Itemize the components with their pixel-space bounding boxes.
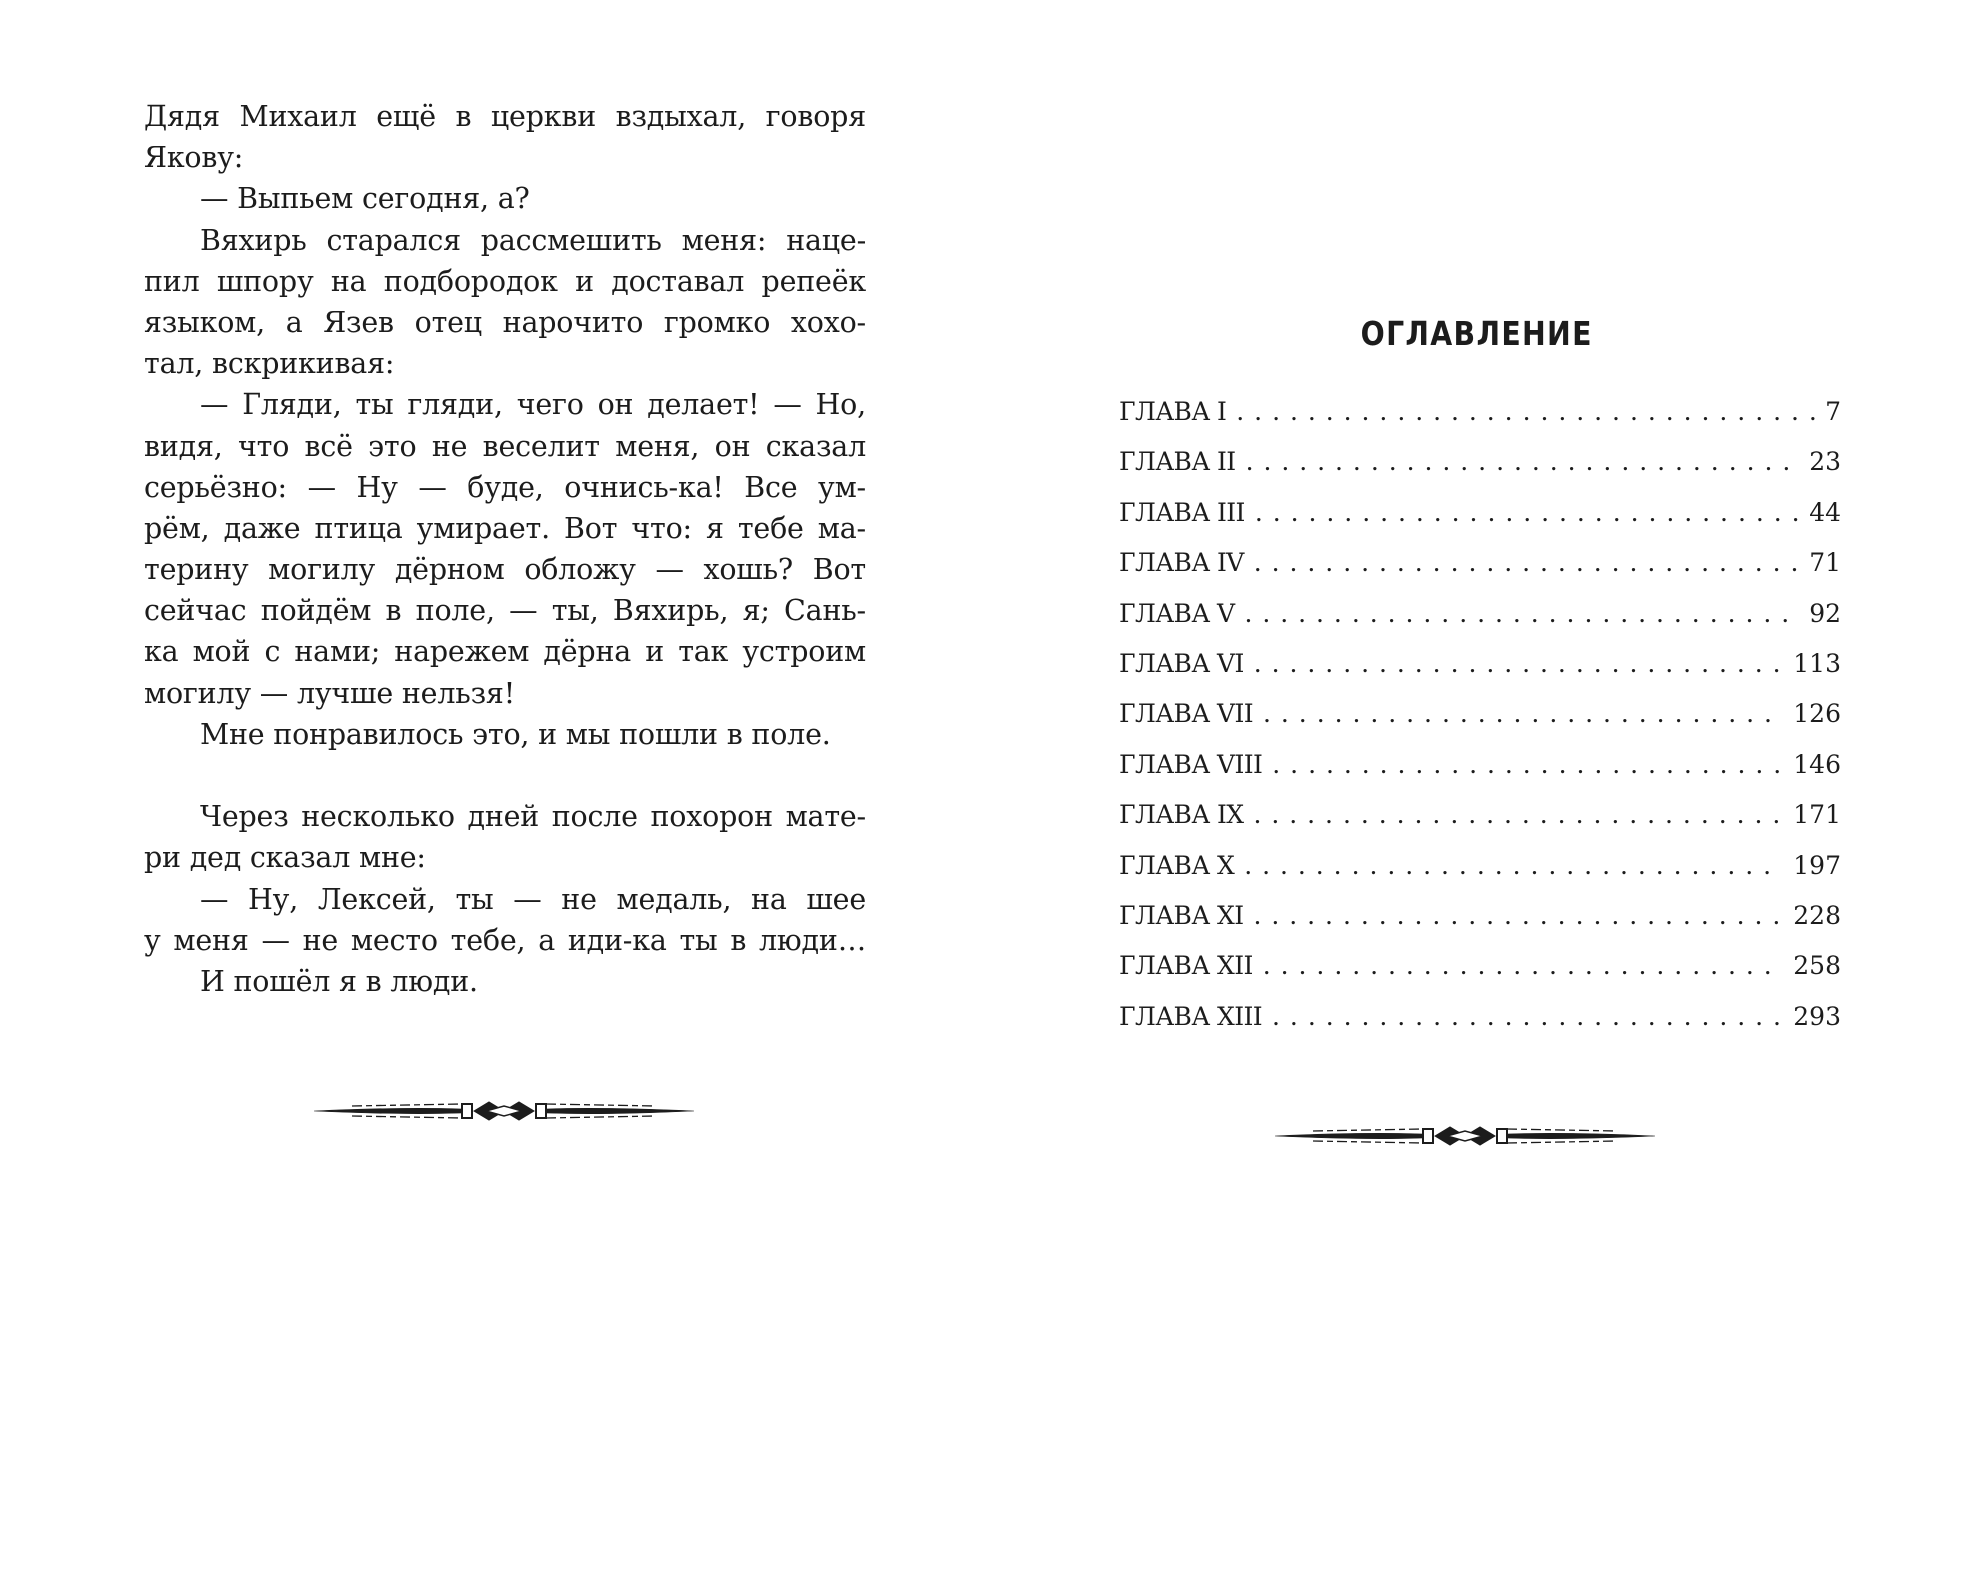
toc-entry[interactable]	[1119, 891, 1841, 941]
toc-entry[interactable]	[1119, 589, 1841, 639]
toc-entry[interactable]	[1119, 387, 1841, 437]
prose-line: тал, вскрикивая:	[144, 347, 395, 381]
toc-leader-dots	[1246, 437, 1800, 487]
prose-line: Дядя Михаил ещё в церкви вздыхал, говоря	[144, 100, 866, 133]
toc-entry-page: 7	[1825, 397, 1841, 426]
toc-entry-page: 146	[1793, 749, 1841, 779]
toc-entry[interactable]	[1119, 992, 1841, 1042]
toc-entry-label: ГЛАВА VII	[1119, 699, 1254, 729]
toc-leader-dots	[1254, 639, 1784, 689]
prose-line: могилу — лучше нельзя!	[144, 676, 515, 710]
toc-entry-page: 92	[1809, 598, 1841, 628]
ornament-divider-icon	[1273, 1122, 1657, 1150]
prose-line: у меня — не место тебе, а иди-ка ты в люди…	[144, 923, 866, 957]
toc-entry-page: 126	[1793, 699, 1841, 729]
prose-line: серьёзно: — Ну — буде, очнись-ка! Все ум-	[144, 470, 866, 504]
prose-line: — Выпьем сегодня, а?	[200, 182, 530, 216]
prose-line: Мне понравилось это, и мы пошли в поле.	[200, 717, 831, 751]
prose-line: — Гляди, ты гляди, чего он делает! — Но,	[200, 388, 866, 422]
toc-entry-page: 113	[1793, 648, 1841, 678]
prose-text	[144, 96, 866, 1002]
toc-title: ОГЛАВЛЕНИЕ	[1360, 314, 1593, 353]
toc-entry-page: 44	[1809, 497, 1841, 527]
toc-entry-page: 171	[1793, 800, 1841, 830]
prose-line: ка мой с нами; нарежем дёрна и так устроим	[144, 635, 866, 669]
toc-entry-label: ГЛАВА III	[1119, 497, 1245, 527]
toc-leader-dots	[1254, 538, 1799, 588]
prose-line: Вяхирь старался рассмешить меня: наце-	[200, 223, 866, 257]
toc-leader-dots	[1253, 790, 1783, 840]
toc-entry-page: 293	[1793, 1001, 1841, 1031]
toc-entry-page: 197	[1793, 850, 1841, 880]
prose-line: рём, даже птица умирает. Вот что: я тебе ма-	[144, 511, 866, 545]
toc-entry-label: ГЛАВА IV	[1119, 548, 1244, 578]
toc-entry-label: ГЛАВА I	[1119, 397, 1227, 426]
toc-entry-label: ГЛАВА XIII	[1119, 1001, 1263, 1031]
prose-line: сейчас пойдём в поле, — ты, Вяхирь, я; Сань-	[144, 594, 866, 628]
toc-entry-page: 258	[1793, 951, 1841, 981]
toc-entry[interactable]	[1119, 639, 1841, 689]
toc-leader-dots	[1272, 740, 1783, 790]
toc-entry-label: ГЛАВА XI	[1119, 900, 1244, 930]
toc-entry-page: 71	[1809, 548, 1841, 578]
toc-leader-dots	[1272, 992, 1783, 1042]
toc-entry[interactable]	[1119, 689, 1841, 739]
toc-entry-page: 23	[1809, 447, 1841, 477]
prose-line: — Ну, Лексей, ты — не медаль, на шее	[200, 882, 866, 916]
toc-entry-label: ГЛАВА IX	[1119, 800, 1244, 830]
toc-entry[interactable]	[1119, 488, 1841, 538]
ornament-divider-icon	[312, 1097, 696, 1125]
toc-entry[interactable]	[1119, 941, 1841, 991]
toc-entry-label: ГЛАВА II	[1119, 447, 1236, 477]
toc-leader-dots	[1244, 841, 1783, 891]
toc-entry[interactable]	[1119, 437, 1841, 487]
toc-entry-label: ГЛАВА X	[1119, 850, 1235, 880]
toc-entry-label: ГЛАВА VIII	[1119, 749, 1263, 779]
table-of-contents	[1119, 387, 1841, 1042]
prose-line: языком, а Язев отец нарочито громко хохо-	[144, 305, 866, 339]
prose-line: Через несколько дней после похорон мате-	[200, 800, 866, 834]
toc-entry-label: ГЛАВА VI	[1119, 648, 1244, 678]
toc-entry-label: ГЛАВА XII	[1119, 951, 1253, 981]
prose-line: видя, что всё это не веселит меня, он сказал	[144, 429, 866, 463]
toc-entry[interactable]	[1119, 790, 1841, 840]
toc-leader-dots	[1244, 589, 1799, 639]
prose-line: пил шпору на подбородок и доставал репеёк	[144, 264, 866, 298]
prose-line: И пошёл я в люди.	[200, 964, 478, 998]
toc-leader-dots	[1263, 689, 1783, 739]
toc-entry[interactable]	[1119, 538, 1841, 588]
prose-line: ри дед сказал мне:	[144, 841, 426, 875]
right-page	[985, 0, 1969, 1575]
toc-entry-label: ГЛАВА V	[1119, 598, 1235, 628]
prose-line: терину могилу дёрном обложу — хошь? Вот	[144, 553, 866, 587]
toc-leader-dots	[1236, 387, 1815, 437]
toc-leader-dots	[1253, 891, 1783, 941]
paragraph-gap	[144, 755, 866, 796]
toc-entry-page: 228	[1793, 900, 1841, 930]
prose-line: Якову:	[144, 141, 244, 175]
toc-entry[interactable]	[1119, 740, 1841, 790]
toc-leader-dots	[1255, 488, 1799, 538]
toc-entry[interactable]	[1119, 841, 1841, 891]
toc-leader-dots	[1263, 941, 1784, 991]
